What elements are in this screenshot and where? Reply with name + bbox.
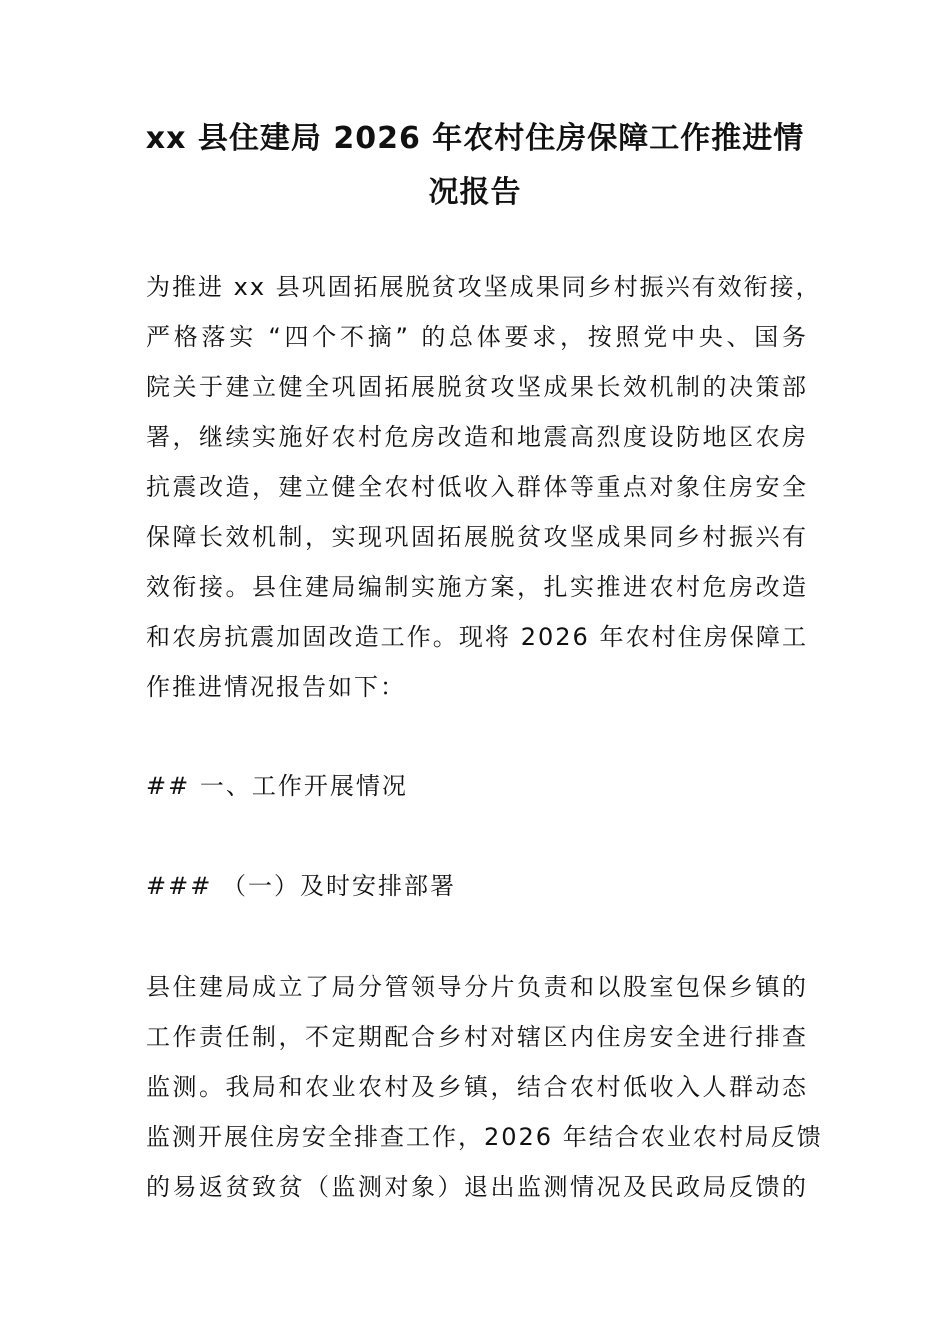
title-line: xx 县住建局 2026 年农村住房保障工作推进情 <box>145 121 805 156</box>
text-line: 监测开展住房安全排查工作，2026 年结合农业农村局反馈 <box>146 1123 823 1151</box>
text-line: 工作责任制，不定期配合乡村对辖区内住房安全进行排查 <box>146 1023 808 1051</box>
text-line: 保障长效机制，实现巩固拓展脱贫攻坚成果同乡村振兴有 <box>146 523 808 551</box>
title-line: 况报告 <box>428 175 522 210</box>
text-line: 县住建局成立了局分管领导分片负责和以股室包保乡镇的 <box>146 973 808 1001</box>
document-title <box>140 112 810 220</box>
text-line: 作推进情况报告如下： <box>146 673 406 701</box>
intro-paragraph <box>146 262 822 712</box>
text-line: 监测。我局和农业农村及乡镇，结合农村低收入人群动态 <box>146 1073 808 1101</box>
text-line: 和农房抗震加固改造工作。现将 2026 年农村住房保障工 <box>146 623 808 651</box>
text-line: 署，继续实施好农村危房改造和地震高烈度设防地区农房 <box>146 423 808 451</box>
subsection-heading: ### （一）及时安排部署 <box>146 872 456 900</box>
text-line: 效衔接。县住建局编制实施方案，扎实推进农村危房改造 <box>146 573 808 601</box>
text-line: 院关于建立健全巩固拓展脱贫攻坚成果长效机制的决策部 <box>146 373 808 401</box>
body-paragraph <box>146 962 823 1212</box>
text-line: 的易返贫致贫（监测对象）退出监测情况及民政局反馈的 <box>146 1173 808 1201</box>
text-line: 严格落实 “四个不摘” 的总体要求，按照党中央、国务 <box>146 323 808 351</box>
section-heading: ## 一、工作开展情况 <box>146 772 408 800</box>
text-line: 抗震改造，建立健全农村低收入群体等重点对象住房安全 <box>146 473 808 501</box>
text-line: 为推进 xx 县巩固拓展脱贫攻坚成果同乡村振兴有效衔接， <box>146 273 822 301</box>
